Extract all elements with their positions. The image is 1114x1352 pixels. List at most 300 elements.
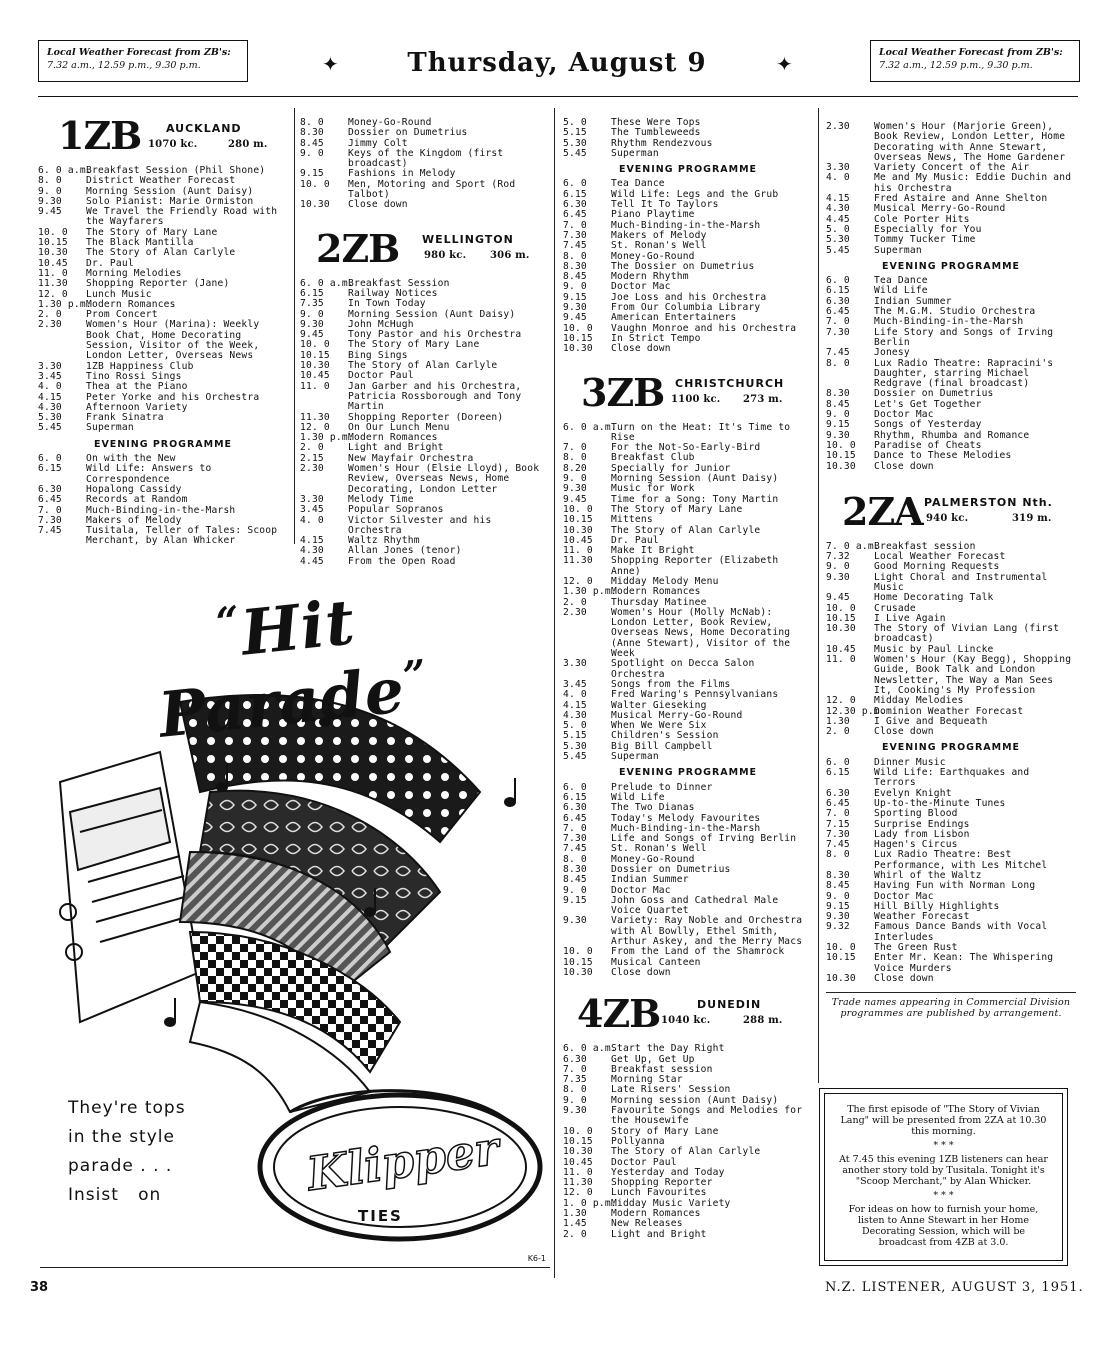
schedule-programme: Start the Day Right bbox=[611, 1043, 725, 1055]
schedule-row bbox=[826, 573, 1076, 594]
schedule-row bbox=[563, 1127, 813, 1137]
station-callsign: 1ZB bbox=[58, 113, 142, 158]
schedule-programme: Dr. Paul bbox=[86, 257, 134, 269]
schedule-time: 8.45 bbox=[826, 880, 850, 892]
brand-name: Klipper bbox=[303, 1120, 503, 1202]
schedule-row bbox=[563, 875, 813, 885]
schedule-programme: Local Weather Forecast bbox=[874, 551, 1006, 563]
schedule-programme: Life Story and Songs of Irving Berlin bbox=[874, 326, 1054, 348]
schedule-row bbox=[563, 334, 813, 344]
ad-headline: Hit Parade bbox=[155, 585, 409, 752]
schedule-time: 2.30 bbox=[826, 121, 850, 132]
schedule-time: 6.45 bbox=[826, 797, 850, 809]
station-city: WELLINGTON bbox=[422, 232, 514, 246]
schedule-programme: Lux Radio Theatre: Best Performance, with Les Mitchel bbox=[874, 849, 1048, 871]
schedule-time: 5.45 bbox=[826, 244, 850, 256]
schedule-programme: Morning Star bbox=[611, 1074, 683, 1086]
schedule-row bbox=[563, 515, 813, 525]
schedule-programme: Dr. Paul bbox=[611, 534, 659, 546]
ad-tagline-line: parade . . . bbox=[68, 1156, 173, 1176]
schedule-time: 8. 0 bbox=[826, 849, 850, 861]
schedule-time: 7.35 bbox=[300, 298, 324, 310]
schedule-time: 8.45 bbox=[300, 137, 324, 149]
schedule-row bbox=[826, 953, 1076, 974]
schedule-time: 10.30 bbox=[826, 623, 856, 635]
schedule-row bbox=[826, 727, 1076, 737]
schedule-time: 9. 0 bbox=[300, 147, 324, 159]
column-2zb bbox=[300, 118, 550, 567]
schedule-programme: 1ZB Happiness Club bbox=[86, 360, 194, 372]
schedule-time: 9.30 bbox=[38, 195, 62, 207]
schedule-time: 10. 0 bbox=[563, 322, 593, 334]
schedule-programme: Morning session (Aunt Daisy) bbox=[611, 1094, 779, 1106]
schedule-time: 6.15 bbox=[38, 463, 62, 475]
schedule-time: 12. 0 bbox=[38, 288, 68, 300]
evening-heading: EVENING PROGRAMME bbox=[881, 742, 1021, 754]
schedule-row bbox=[826, 974, 1076, 984]
station-callsign: 2ZA bbox=[842, 488, 923, 534]
schedule-programme: Breakfast Session bbox=[348, 277, 450, 289]
schedule-time: 10. 0 bbox=[826, 602, 856, 614]
schedule-programme: The Story of Mary Lane bbox=[348, 339, 480, 351]
page-number: 38 bbox=[30, 1280, 49, 1295]
schedule-programme: Dossier on Dumetrius bbox=[611, 864, 731, 875]
column-divider bbox=[294, 108, 295, 544]
schedule-time: 7.30 bbox=[563, 833, 587, 845]
schedule-time: 5.15 bbox=[563, 730, 587, 742]
schedule-row bbox=[563, 608, 813, 659]
schedule-time: 6.30 bbox=[563, 802, 587, 814]
schedule-list bbox=[826, 758, 1076, 985]
schedule-time: 10. 0 bbox=[563, 1125, 593, 1137]
schedule-time: 1.30 bbox=[563, 1208, 587, 1220]
schedule-time: 9. 0 bbox=[563, 884, 587, 896]
schedule-row bbox=[563, 1065, 813, 1075]
schedule-time: 4.15 bbox=[826, 193, 850, 205]
schedule-time: 10.30 bbox=[563, 1146, 593, 1158]
schedule-time: 6.15 bbox=[563, 188, 587, 200]
schedule-programme: Prelude to Dinner bbox=[611, 781, 713, 793]
schedule-time: 10.15 bbox=[826, 450, 856, 462]
column-4zb-2za bbox=[826, 122, 1076, 1019]
schedule-programme: Superman bbox=[611, 147, 659, 159]
schedule-time: 9.30 bbox=[826, 911, 850, 923]
schedule-time: 9.15 bbox=[300, 168, 324, 180]
schedule-programme: The Green Rust bbox=[874, 942, 958, 954]
schedule-programme: New Releases bbox=[611, 1218, 683, 1230]
schedule-row bbox=[826, 235, 1076, 245]
schedule-row bbox=[826, 462, 1076, 472]
schedule-programme: Children's Session bbox=[611, 730, 719, 742]
schedule-programme: The Story of Alan Carlyle bbox=[611, 1146, 761, 1158]
evening-heading: EVENING PROGRAMME bbox=[618, 164, 758, 176]
schedule-programme: Modern Romances bbox=[611, 1208, 701, 1220]
schedule-programme: Waltz Rhythm bbox=[348, 535, 420, 547]
schedule-time: 10.15 bbox=[563, 956, 593, 968]
quote-open: “ bbox=[213, 597, 243, 647]
station-callsign: 4ZB bbox=[577, 991, 661, 1037]
schedule-list bbox=[38, 166, 288, 434]
schedule-programme: Time for a Song: Tony Martin bbox=[611, 493, 779, 505]
schedule-time: 9.30 bbox=[563, 915, 587, 927]
schedule-row bbox=[826, 173, 1076, 194]
schedule-time: 5. 0 bbox=[563, 720, 587, 732]
schedule-time: 6. 0 a.m. bbox=[38, 165, 92, 176]
schedule-time: 5.30 bbox=[563, 137, 587, 149]
schedule-time: 10.45 bbox=[563, 534, 593, 546]
schedule-programme: Superman bbox=[611, 751, 659, 763]
schedule-list bbox=[563, 1044, 813, 1240]
schedule-programme: Shopping Reporter (Elizabeth Anne) bbox=[611, 555, 779, 577]
schedule-time: 7. 0 bbox=[563, 822, 587, 834]
schedule-row bbox=[38, 300, 288, 310]
schedule-time: 6. 0 bbox=[563, 178, 587, 190]
schedule-time: 10.15 bbox=[300, 349, 330, 361]
schedule-time: 6.30 bbox=[563, 1053, 587, 1065]
schedule-programme: Good Morning Requests bbox=[874, 561, 1000, 573]
schedule-row bbox=[38, 464, 288, 485]
schedule-time: 3.45 bbox=[563, 678, 587, 690]
schedule-programme: Modern Romances bbox=[86, 298, 176, 310]
schedule-programme: Fred Waring's Pennsylvanians bbox=[611, 689, 779, 701]
station-city: PALMERSTON Nth. bbox=[924, 495, 1053, 509]
schedule-row bbox=[563, 742, 813, 752]
schedule-row bbox=[563, 423, 813, 444]
schedule-programme: Rhythm Rendezvous bbox=[611, 137, 713, 149]
schedule-row bbox=[826, 451, 1076, 461]
schedule-time: 8.20 bbox=[563, 462, 587, 474]
announcement-vivian-lang: The first episode of "The Story of Vivian Lang" will be presented from 2ZA at 10.30 this morning. bbox=[840, 1104, 1047, 1137]
schedule-programme: Songs of Yesterday bbox=[874, 419, 982, 431]
schedule-time: 1.45 bbox=[563, 1218, 587, 1230]
schedule-programme: Doctor Mac bbox=[611, 884, 671, 896]
station-wavelength: 280 m. bbox=[228, 139, 268, 150]
schedule-time: 10.30 bbox=[826, 972, 856, 984]
schedule-row bbox=[826, 922, 1076, 943]
schedule-programme: In Town Today bbox=[348, 298, 426, 310]
schedule-time: 10.30 bbox=[38, 247, 68, 259]
schedule-time: 1.30 p.m. bbox=[38, 298, 92, 310]
schedule-time: 10. 0 bbox=[826, 439, 856, 451]
schedule-time: 9.45 bbox=[300, 329, 324, 341]
schedule-programme: Musical Canteen bbox=[611, 956, 701, 968]
schedule-time: 1.30 p.m. bbox=[563, 586, 617, 598]
schedule-programme: Weather Forecast bbox=[874, 911, 970, 923]
schedule-programme: Dominion Weather Forecast bbox=[874, 705, 1024, 717]
weather-box-title: Local Weather Forecast from ZB's: bbox=[879, 47, 1063, 58]
schedule-time: 3.45 bbox=[38, 370, 62, 382]
schedule-time: 6.30 bbox=[563, 199, 587, 211]
schedule-programme: Shopping Reporter (Doreen) bbox=[348, 411, 504, 423]
schedule-programme: The Story of Mary Lane bbox=[611, 503, 743, 515]
schedule-time: 8. 0 bbox=[300, 117, 324, 128]
schedule-time: 3.30 bbox=[38, 360, 62, 372]
schedule-programme: The Story of Vivian Lang (first broadcast) bbox=[874, 623, 1060, 645]
schedule-time: 8.30 bbox=[826, 388, 850, 400]
schedule-programme: Big Bill Campbell bbox=[611, 740, 713, 752]
separator-stars: * * * bbox=[933, 1190, 954, 1201]
schedule-programme: Frank Sinatra bbox=[86, 412, 164, 424]
schedule-row bbox=[38, 413, 288, 423]
schedule-programme: Doctor Paul bbox=[611, 1156, 677, 1168]
schedule-row bbox=[826, 881, 1076, 891]
schedule-time: 2. 0 bbox=[563, 1228, 587, 1240]
schedule-programme: Makers of Melody bbox=[611, 229, 707, 241]
schedule-time: 6.15 bbox=[826, 285, 850, 297]
schedule-time: 10. 0 bbox=[563, 946, 593, 958]
schedule-programme: Light Choral and Instrumental Music bbox=[874, 571, 1048, 593]
schedule-row bbox=[826, 593, 1076, 603]
schedule-programme: Lunch Favourites bbox=[611, 1187, 707, 1199]
column-1zb bbox=[38, 114, 288, 547]
schedule-programme: Women's Hour (Marina): Weekly Book Chat, Home Decorating Session, Visitor of the Week, London Letter, Overseas News bbox=[86, 319, 260, 362]
schedule-programme: Rhythm, Rhumba and Romance bbox=[874, 429, 1030, 441]
schedule-programme: Women's Hour (Marjorie Green), Book Review, London Letter, Home Decorating with Anne Stewart, Overseas News, The Home Gardener bbox=[874, 121, 1066, 163]
schedule-programme: Tusitala, Teller of Tales: Scoop Merchant, by Alan Whicker bbox=[86, 525, 278, 547]
schedule-time: 10.45 bbox=[563, 1156, 593, 1168]
schedule-programme: Let's Get Together bbox=[874, 398, 982, 410]
schedule-time: 10. 0 bbox=[300, 178, 330, 190]
schedule-programme: Money-Go-Round bbox=[348, 117, 432, 128]
schedule-row bbox=[826, 246, 1076, 256]
evening-heading: EVENING PROGRAMME bbox=[881, 260, 1021, 272]
ad-tagline bbox=[68, 1094, 186, 1210]
schedule-time: 7.45 bbox=[826, 347, 850, 359]
schedule-programme: Much-Binding-in-the-Marsh bbox=[611, 822, 761, 834]
schedule-list bbox=[826, 542, 1076, 738]
schedule-programme: Music for Work bbox=[611, 483, 695, 495]
schedule-time: 11.30 bbox=[300, 411, 330, 423]
column-3zb bbox=[563, 118, 813, 1240]
schedule-row bbox=[826, 624, 1076, 645]
schedule-programme: Famous Dance Bands with Vocal Interludes bbox=[874, 921, 1048, 943]
schedule-time: 10.15 bbox=[826, 612, 856, 624]
schedule-time: 6.30 bbox=[38, 483, 62, 495]
schedule-programme: Modern Romances bbox=[348, 432, 438, 444]
schedule-time: 10.15 bbox=[563, 332, 593, 344]
schedule-row bbox=[563, 896, 813, 917]
schedule-programme: District Weather Forecast bbox=[86, 175, 236, 187]
schedule-programme: Doctor Mac bbox=[874, 409, 934, 421]
schedule-time: 6.15 bbox=[563, 791, 587, 803]
schedule-programme: Morning Session (Aunt Daisy) bbox=[348, 308, 516, 320]
station-callsign: 3ZB bbox=[581, 369, 665, 415]
schedule-row bbox=[563, 139, 813, 149]
schedule-programme: The Black Mantilla bbox=[86, 237, 194, 249]
schedule-programme: The Story of Alan Carlyle bbox=[348, 360, 498, 372]
schedule-row bbox=[563, 149, 813, 159]
schedule-programme: On Our Lunch Menu bbox=[348, 421, 450, 433]
diamond-star-icon: ✦ bbox=[776, 52, 793, 76]
column-divider bbox=[818, 108, 819, 1083]
schedule-programme: On with the New bbox=[86, 453, 176, 465]
schedule-programme: Popular Sopranos bbox=[348, 504, 444, 516]
schedule-programme: Doctor Mac bbox=[611, 281, 671, 293]
schedule-time: 9. 0 bbox=[826, 890, 850, 902]
schedule-time: 9.15 bbox=[826, 900, 850, 912]
schedule-time: 7.45 bbox=[563, 240, 587, 252]
schedule-time: 5.45 bbox=[563, 147, 587, 159]
weather-box-title: Local Weather Forecast from ZB's: bbox=[47, 47, 231, 58]
schedule-row bbox=[826, 122, 1076, 163]
schedule-time: 11. 0 bbox=[300, 380, 330, 392]
schedule-time: 10.30 bbox=[300, 199, 330, 211]
schedule-programme: Specially for Junior bbox=[611, 462, 731, 474]
schedule-row bbox=[300, 149, 550, 170]
schedule-time: 8. 0 bbox=[826, 357, 850, 369]
schedule-time: 8.45 bbox=[563, 271, 587, 283]
schedule-row bbox=[826, 348, 1076, 358]
schedule-programme: Doctor Mac bbox=[874, 890, 934, 902]
schedule-time: 9.15 bbox=[563, 894, 587, 906]
schedule-programme: Money-Go-Round bbox=[611, 853, 695, 865]
station-header-3zb bbox=[563, 371, 813, 423]
schedule-programme: Tino Rossi Sings bbox=[86, 370, 182, 382]
schedule-time: 8.30 bbox=[563, 260, 587, 272]
schedule-list bbox=[563, 118, 813, 159]
schedule-time: 2. 0 bbox=[563, 596, 587, 608]
schedule-programme: Get Up, Get Up bbox=[611, 1053, 695, 1065]
schedule-row bbox=[300, 505, 550, 515]
schedule-time: 6. 0 bbox=[826, 275, 850, 287]
schedule-row bbox=[563, 958, 813, 968]
schedule-time: 7.30 bbox=[826, 326, 850, 338]
schedule-time: 4.30 bbox=[300, 545, 324, 557]
schedule-programme: Solo Pianist: Marie Ormiston bbox=[86, 195, 254, 207]
schedule-row bbox=[38, 526, 288, 547]
schedule-time: 7. 0 bbox=[563, 442, 587, 454]
schedule-programme: Make It Bright bbox=[611, 545, 695, 557]
schedule-programme: Victor Silvester and his Orchestra bbox=[348, 514, 492, 536]
ad-tagline-line: They're tops bbox=[68, 1098, 186, 1118]
schedule-row bbox=[300, 516, 550, 537]
schedule-programme: Up-to-the-Minute Tunes bbox=[874, 797, 1006, 809]
schedule-row bbox=[563, 1147, 813, 1157]
schedule-programme: Mittens bbox=[611, 514, 653, 526]
schedule-row bbox=[826, 850, 1076, 871]
weather-box-times: 7.32 a.m., 12.59 p.m., 9.30 p.m. bbox=[47, 60, 201, 71]
schedule-row bbox=[563, 272, 813, 282]
station-callsign: 2ZB bbox=[316, 225, 400, 271]
schedule-time: 6. 0 bbox=[38, 453, 62, 465]
schedule-time: 10.15 bbox=[563, 1135, 593, 1147]
schedule-programme: Wild Life: Earthquakes and Terrors bbox=[874, 767, 1030, 789]
schedule-time: 9.45 bbox=[826, 592, 850, 604]
schedule-programme: Paradise of Cheats bbox=[874, 439, 982, 451]
schedule-programme: Home Decorating Talk bbox=[874, 592, 994, 604]
station-header-4zb bbox=[563, 992, 813, 1044]
schedule-programme: Late Risers' Session bbox=[611, 1084, 731, 1096]
schedule-programme: Me and My Music: Eddie Duchin and his Orchestra bbox=[874, 172, 1072, 194]
station-header-2zb bbox=[300, 227, 550, 279]
schedule-time: 8.30 bbox=[300, 127, 324, 139]
schedule-programme: Variety Concert of the Air bbox=[874, 162, 1030, 174]
schedule-row bbox=[38, 382, 288, 392]
page-title: Thursday, August 9 bbox=[407, 48, 707, 78]
schedule-time: 6.45 bbox=[826, 306, 850, 318]
schedule-programme: Close down bbox=[611, 966, 671, 978]
schedule-programme: Wild Life: Answers to Correspondence bbox=[86, 463, 212, 485]
schedule-programme: Midday Melodies bbox=[874, 695, 964, 707]
schedule-programme: Much-Binding-in-the-Marsh bbox=[874, 316, 1024, 328]
schedule-programme: Fred Astaire and Anne Shelton bbox=[874, 193, 1048, 205]
station-frequency: 1040 kc. bbox=[661, 1015, 711, 1027]
schedule-time: 8. 0 bbox=[563, 1084, 587, 1096]
schedule-row bbox=[563, 659, 813, 680]
schedule-programme: American Entertainers bbox=[611, 312, 737, 324]
schedule-programme: Women's Hour (Elsie Lloyd), Book Review, Overseas News, Home Decorating, London Letter bbox=[348, 463, 540, 495]
weather-box-times: 7.32 a.m., 12.59 p.m., 9.30 p.m. bbox=[879, 60, 1033, 71]
schedule-row bbox=[826, 359, 1076, 390]
schedule-programme: Yesterday and Today bbox=[611, 1166, 725, 1178]
station-frequency: 940 kc. bbox=[926, 512, 969, 524]
schedule-time: 10.30 bbox=[563, 966, 593, 978]
schedule-time: 5.30 bbox=[38, 412, 62, 424]
schedule-row bbox=[563, 803, 813, 813]
schedule-time: 5.45 bbox=[563, 751, 587, 763]
schedule-time: 1. 0 p.m. bbox=[563, 1197, 617, 1209]
schedule-row bbox=[563, 1209, 813, 1219]
schedule-time: 12. 0 bbox=[563, 1187, 593, 1199]
schedule-time: 3.30 bbox=[563, 658, 587, 670]
schedule-programme: I Give and Bequeath bbox=[874, 715, 988, 727]
schedule-programme: Morning Session (Aunt Daisy) bbox=[86, 185, 254, 197]
schedule-programme: Having Fun with Norman Long bbox=[874, 880, 1036, 892]
schedule-programme: Hopalong Cassidy bbox=[86, 483, 182, 495]
schedule-time: 4.45 bbox=[826, 213, 850, 225]
schedule-programme: Wild Life: Legs and the Grub bbox=[611, 188, 779, 200]
schedule-time: 9.30 bbox=[563, 302, 587, 314]
schedule-time: 9.15 bbox=[826, 419, 850, 431]
schedule-time: 9. 0 bbox=[826, 561, 850, 573]
schedule-time: 7.30 bbox=[563, 229, 587, 241]
schedule-programme: Cole Porter Hits bbox=[874, 213, 970, 225]
schedule-programme: Enter Mr. Kean: The Whispering Voice Murders bbox=[874, 952, 1054, 974]
product-name: TIES bbox=[358, 1207, 403, 1225]
schedule-row bbox=[300, 361, 550, 371]
schedule-time: 4.15 bbox=[563, 699, 587, 711]
schedule-programme: Midday Melody Menu bbox=[611, 575, 719, 587]
column-divider bbox=[554, 108, 555, 1278]
schedule-time: 8. 0 bbox=[38, 175, 62, 187]
schedule-time: 9. 0 bbox=[300, 308, 324, 320]
header-rule bbox=[38, 96, 1078, 97]
schedule-time: 10.30 bbox=[563, 524, 593, 536]
schedule-list bbox=[38, 454, 288, 547]
schedule-programme: Records at Random bbox=[86, 494, 188, 506]
schedule-programme: Piano Playtime bbox=[611, 209, 695, 221]
schedule-programme: Jan Garber and his Orchestra, Patricia Rossborough and Tony Martin bbox=[348, 380, 522, 413]
schedule-time: 9. 0 bbox=[563, 473, 587, 485]
schedule-time: 2. 0 bbox=[826, 726, 850, 738]
schedule-programme: When We Were Six bbox=[611, 720, 707, 732]
schedule-time: 7. 0 bbox=[563, 1063, 587, 1075]
schedule-row bbox=[563, 752, 813, 762]
schedule-time: 11.30 bbox=[563, 555, 593, 567]
schedule-programme: Doctor Paul bbox=[348, 370, 414, 382]
ad-code: K6-1 bbox=[527, 1254, 546, 1263]
schedule-programme: Especially for You bbox=[874, 223, 982, 235]
schedule-row bbox=[563, 690, 813, 700]
schedule-programme: Wild Life bbox=[874, 285, 928, 297]
schedule-programme: Tony Pastor and his Orchestra bbox=[348, 329, 522, 341]
schedule-time: 1.30 p.m. bbox=[300, 432, 354, 444]
station-city: DUNEDIN bbox=[697, 998, 762, 1012]
schedule-time: 10.15 bbox=[826, 952, 856, 964]
schedule-time: 4.30 bbox=[563, 709, 587, 721]
schedule-programme: Close down bbox=[874, 460, 934, 472]
schedule-time: 10. 0 bbox=[300, 339, 330, 351]
